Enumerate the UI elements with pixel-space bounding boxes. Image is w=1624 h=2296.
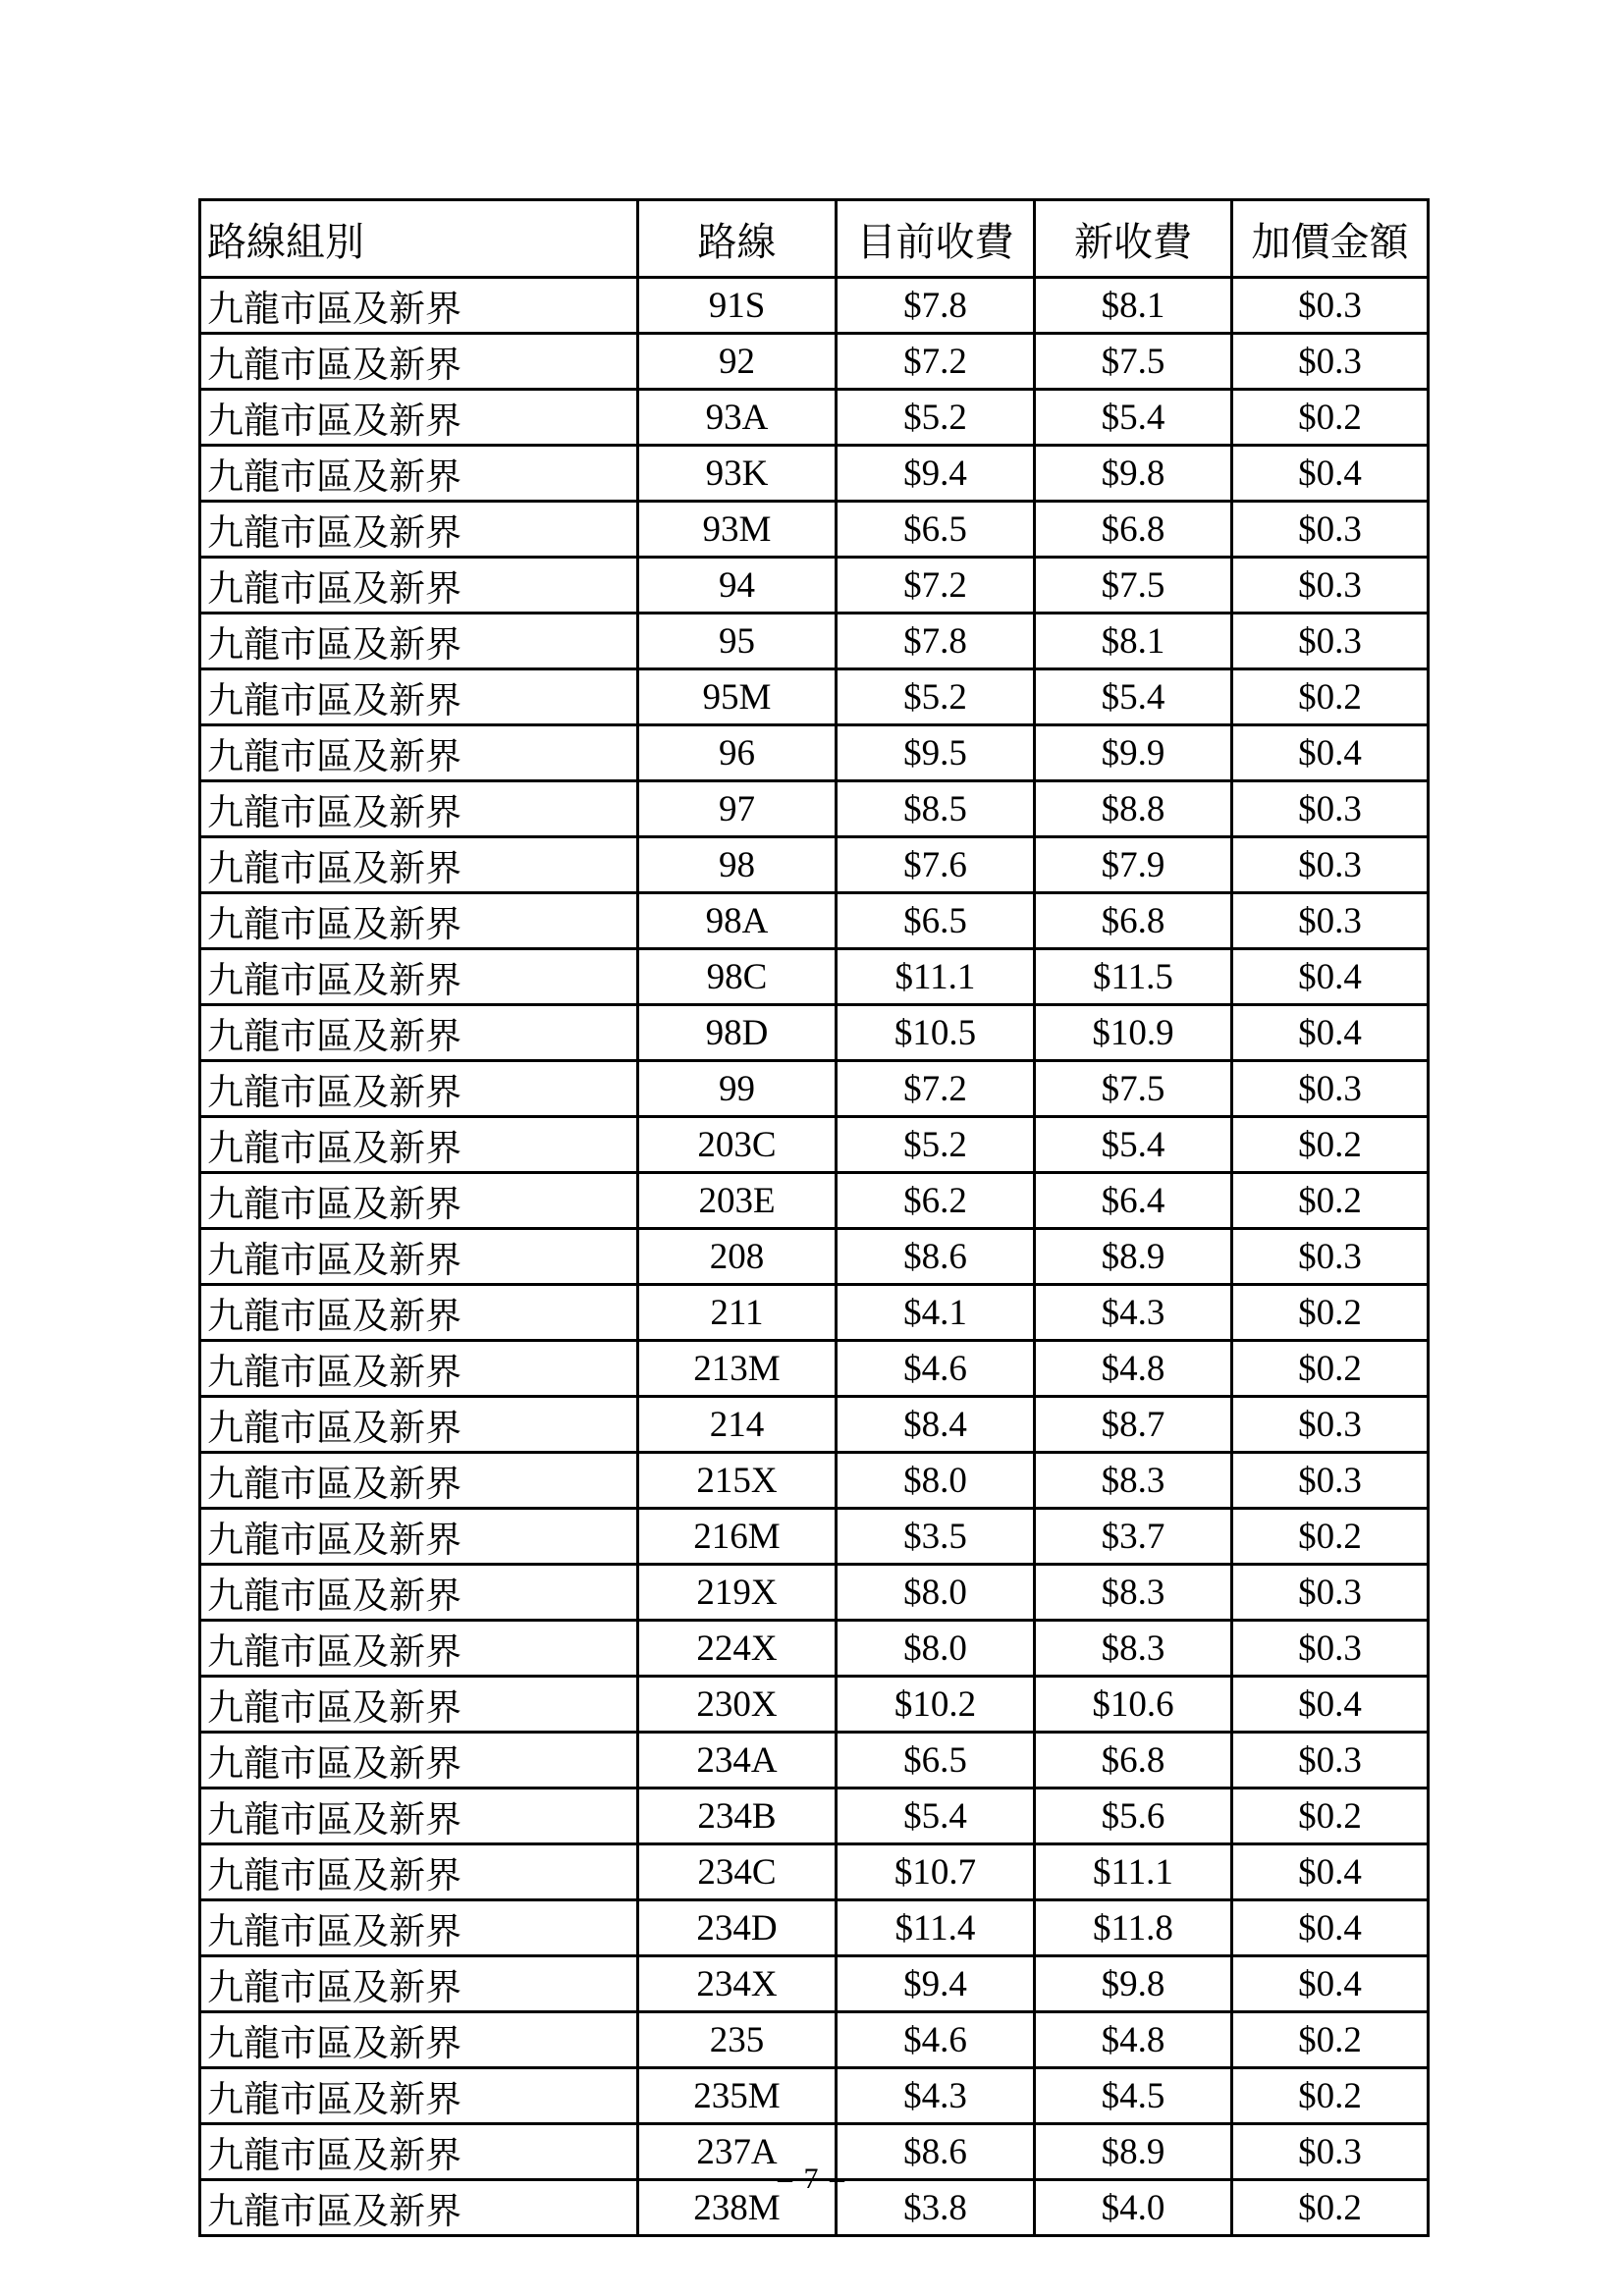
route-group-cell: 九龍市區及新界 bbox=[200, 725, 638, 781]
new-fare-cell: $4.8 bbox=[1035, 1341, 1232, 1397]
new-fare-cell: $11.5 bbox=[1035, 949, 1232, 1005]
table-row bbox=[200, 558, 1429, 614]
current-fare-cell: $3.8 bbox=[837, 2180, 1035, 2236]
route-cell: 214 bbox=[638, 1397, 837, 1453]
table-row bbox=[200, 390, 1429, 446]
current-fare-cell: $8.0 bbox=[837, 1565, 1035, 1621]
increase-cell: $0.4 bbox=[1232, 1956, 1429, 2012]
route-cell: 98 bbox=[638, 837, 837, 893]
new-fare-cell: $7.5 bbox=[1035, 558, 1232, 614]
current-fare-cell: $9.4 bbox=[837, 1956, 1035, 2012]
increase-cell: $0.3 bbox=[1232, 781, 1429, 837]
route-group-cell: 九龍市區及新界 bbox=[200, 390, 638, 446]
current-fare-cell: $9.4 bbox=[837, 446, 1035, 502]
increase-cell: $0.4 bbox=[1232, 446, 1429, 502]
route-group-cell: 九龍市區及新界 bbox=[200, 1509, 638, 1565]
table-row bbox=[200, 1061, 1429, 1117]
current-fare-cell: $6.5 bbox=[837, 502, 1035, 558]
table-row bbox=[200, 949, 1429, 1005]
current-fare-cell: $6.5 bbox=[837, 1733, 1035, 1789]
table-row bbox=[200, 1397, 1429, 1453]
table-row bbox=[200, 1733, 1429, 1789]
table-row bbox=[200, 725, 1429, 781]
table-row bbox=[200, 502, 1429, 558]
current-fare-cell: $8.4 bbox=[837, 1397, 1035, 1453]
increase-cell: $0.2 bbox=[1232, 2180, 1429, 2236]
increase-cell: $0.4 bbox=[1232, 949, 1429, 1005]
fare-table-body bbox=[200, 278, 1429, 2236]
table-row bbox=[200, 781, 1429, 837]
table-row bbox=[200, 1341, 1429, 1397]
increase-cell: $0.3 bbox=[1232, 1621, 1429, 1677]
new-fare-cell: $6.8 bbox=[1035, 893, 1232, 949]
route-group-cell: 九龍市區及新界 bbox=[200, 1789, 638, 1844]
new-fare-cell: $11.1 bbox=[1035, 1844, 1232, 1900]
increase-cell: $0.2 bbox=[1232, 1173, 1429, 1229]
route-cell: 224X bbox=[638, 1621, 837, 1677]
current-fare-cell: $8.6 bbox=[837, 2124, 1035, 2180]
increase-cell: $0.3 bbox=[1232, 502, 1429, 558]
current-fare-cell: $8.5 bbox=[837, 781, 1035, 837]
current-fare-cell: $7.8 bbox=[837, 278, 1035, 334]
route-group-cell: 九龍市區及新界 bbox=[200, 2124, 638, 2180]
increase-cell: $0.2 bbox=[1232, 390, 1429, 446]
route-group-cell: 九龍市區及新界 bbox=[200, 2012, 638, 2068]
route-cell: 215X bbox=[638, 1453, 837, 1509]
route-group-cell: 九龍市區及新界 bbox=[200, 334, 638, 390]
route-cell: 234X bbox=[638, 1956, 837, 2012]
new-fare-cell: $6.8 bbox=[1035, 1733, 1232, 1789]
new-fare-cell: $9.9 bbox=[1035, 725, 1232, 781]
increase-cell: $0.3 bbox=[1232, 1733, 1429, 1789]
table-row bbox=[200, 893, 1429, 949]
increase-cell: $0.2 bbox=[1232, 1117, 1429, 1173]
increase-cell: $0.2 bbox=[1232, 1285, 1429, 1341]
new-fare-cell: $4.3 bbox=[1035, 1285, 1232, 1341]
increase-cell: $0.2 bbox=[1232, 669, 1429, 725]
route-cell: 216M bbox=[638, 1509, 837, 1565]
increase-cell: $0.2 bbox=[1232, 1509, 1429, 1565]
route-cell: 235M bbox=[638, 2068, 837, 2124]
route-group-cell: 九龍市區及新界 bbox=[200, 1117, 638, 1173]
column-header-current-fare: 目前收費 bbox=[837, 200, 1035, 278]
table-row bbox=[200, 278, 1429, 334]
route-cell: 211 bbox=[638, 1285, 837, 1341]
route-group-cell: 九龍市區及新界 bbox=[200, 446, 638, 502]
table-row bbox=[200, 1509, 1429, 1565]
route-group-cell: 九龍市區及新界 bbox=[200, 1173, 638, 1229]
route-group-cell: 九龍市區及新界 bbox=[200, 1005, 638, 1061]
increase-cell: $0.2 bbox=[1232, 1789, 1429, 1844]
increase-cell: $0.2 bbox=[1232, 2012, 1429, 2068]
table-row bbox=[200, 1117, 1429, 1173]
current-fare-cell: $3.5 bbox=[837, 1509, 1035, 1565]
current-fare-cell: $8.0 bbox=[837, 1453, 1035, 1509]
increase-cell: $0.4 bbox=[1232, 1900, 1429, 1956]
route-cell: 91S bbox=[638, 278, 837, 334]
route-cell: 234C bbox=[638, 1844, 837, 1900]
new-fare-cell: $10.6 bbox=[1035, 1677, 1232, 1733]
new-fare-cell: $8.3 bbox=[1035, 1453, 1232, 1509]
new-fare-cell: $6.4 bbox=[1035, 1173, 1232, 1229]
route-group-cell: 九龍市區及新界 bbox=[200, 669, 638, 725]
route-group-cell: 九龍市區及新界 bbox=[200, 1565, 638, 1621]
route-group-cell: 九龍市區及新界 bbox=[200, 1453, 638, 1509]
new-fare-cell: $4.0 bbox=[1035, 2180, 1232, 2236]
route-cell: 203E bbox=[638, 1173, 837, 1229]
route-group-cell: 九龍市區及新界 bbox=[200, 1341, 638, 1397]
current-fare-cell: $10.5 bbox=[837, 1005, 1035, 1061]
route-cell: 95M bbox=[638, 669, 837, 725]
new-fare-cell: $8.3 bbox=[1035, 1565, 1232, 1621]
new-fare-cell: $8.3 bbox=[1035, 1621, 1232, 1677]
increase-cell: $0.3 bbox=[1232, 1061, 1429, 1117]
route-group-cell: 九龍市區及新界 bbox=[200, 781, 638, 837]
new-fare-cell: $5.4 bbox=[1035, 669, 1232, 725]
increase-cell: $0.4 bbox=[1232, 1844, 1429, 1900]
new-fare-cell: $5.4 bbox=[1035, 390, 1232, 446]
route-cell: 97 bbox=[638, 781, 837, 837]
new-fare-cell: $3.7 bbox=[1035, 1509, 1232, 1565]
route-group-cell: 九龍市區及新界 bbox=[200, 837, 638, 893]
increase-cell: $0.3 bbox=[1232, 893, 1429, 949]
column-header-new-fare: 新收費 bbox=[1035, 200, 1232, 278]
increase-cell: $0.4 bbox=[1232, 1005, 1429, 1061]
table-row bbox=[200, 2012, 1429, 2068]
route-group-cell: 九龍市區及新界 bbox=[200, 2180, 638, 2236]
current-fare-cell: $7.2 bbox=[837, 1061, 1035, 1117]
route-group-cell: 九龍市區及新界 bbox=[200, 614, 638, 669]
route-group-cell: 九龍市區及新界 bbox=[200, 1061, 638, 1117]
increase-cell: $0.3 bbox=[1232, 837, 1429, 893]
route-group-cell: 九龍市區及新界 bbox=[200, 1229, 638, 1285]
increase-cell: $0.3 bbox=[1232, 334, 1429, 390]
increase-cell: $0.3 bbox=[1232, 614, 1429, 669]
route-cell: 230X bbox=[638, 1677, 837, 1733]
table-row bbox=[200, 1229, 1429, 1285]
new-fare-cell: $8.1 bbox=[1035, 278, 1232, 334]
route-group-cell: 九龍市區及新界 bbox=[200, 1621, 638, 1677]
route-cell: 98A bbox=[638, 893, 837, 949]
table-row bbox=[200, 614, 1429, 669]
current-fare-cell: $4.6 bbox=[837, 1341, 1035, 1397]
route-cell: 219X bbox=[638, 1565, 837, 1621]
current-fare-cell: $4.6 bbox=[837, 2012, 1035, 2068]
page-number: – 7 – bbox=[778, 2163, 846, 2195]
route-group-cell: 九龍市區及新界 bbox=[200, 1397, 638, 1453]
new-fare-cell: $4.5 bbox=[1035, 2068, 1232, 2124]
table-row bbox=[200, 837, 1429, 893]
table-row bbox=[200, 1677, 1429, 1733]
fare-table-head bbox=[200, 200, 1429, 278]
route-cell: 99 bbox=[638, 1061, 837, 1117]
new-fare-cell: $5.4 bbox=[1035, 1117, 1232, 1173]
route-group-cell: 九龍市區及新界 bbox=[200, 1285, 638, 1341]
route-group-cell: 九龍市區及新界 bbox=[200, 1900, 638, 1956]
current-fare-cell: $9.5 bbox=[837, 725, 1035, 781]
route-cell: 95 bbox=[638, 614, 837, 669]
fare-table bbox=[198, 198, 1430, 2237]
current-fare-cell: $4.1 bbox=[837, 1285, 1035, 1341]
increase-cell: $0.3 bbox=[1232, 1229, 1429, 1285]
table-row bbox=[200, 1173, 1429, 1229]
table-row bbox=[200, 1900, 1429, 1956]
current-fare-cell: $4.3 bbox=[837, 2068, 1035, 2124]
current-fare-cell: $7.2 bbox=[837, 558, 1035, 614]
route-cell: 234B bbox=[638, 1789, 837, 1844]
current-fare-cell: $8.0 bbox=[837, 1621, 1035, 1677]
route-cell: 98D bbox=[638, 1005, 837, 1061]
route-cell: 238M bbox=[638, 2180, 837, 2236]
new-fare-cell: $11.8 bbox=[1035, 1900, 1232, 1956]
current-fare-cell: $6.2 bbox=[837, 1173, 1035, 1229]
route-group-cell: 九龍市區及新界 bbox=[200, 1956, 638, 2012]
new-fare-cell: $8.7 bbox=[1035, 1397, 1232, 1453]
current-fare-cell: $7.2 bbox=[837, 334, 1035, 390]
new-fare-cell: $8.9 bbox=[1035, 2124, 1232, 2180]
new-fare-cell: $10.9 bbox=[1035, 1005, 1232, 1061]
new-fare-cell: $9.8 bbox=[1035, 446, 1232, 502]
route-cell: 234A bbox=[638, 1733, 837, 1789]
current-fare-cell: $8.6 bbox=[837, 1229, 1035, 1285]
current-fare-cell: $11.1 bbox=[837, 949, 1035, 1005]
route-group-cell: 九龍市區及新界 bbox=[200, 502, 638, 558]
new-fare-cell: $9.8 bbox=[1035, 1956, 1232, 2012]
new-fare-cell: $5.6 bbox=[1035, 1789, 1232, 1844]
current-fare-cell: $7.8 bbox=[837, 614, 1035, 669]
route-cell: 234D bbox=[638, 1900, 837, 1956]
route-cell: 203C bbox=[638, 1117, 837, 1173]
route-cell: 98C bbox=[638, 949, 837, 1005]
current-fare-cell: $5.4 bbox=[837, 1789, 1035, 1844]
column-header-route-group: 路線組別 bbox=[200, 200, 638, 278]
route-group-cell: 九龍市區及新界 bbox=[200, 1677, 638, 1733]
column-header-route: 路線 bbox=[638, 200, 837, 278]
route-cell: 93K bbox=[638, 446, 837, 502]
table-row bbox=[200, 446, 1429, 502]
route-group-cell: 九龍市區及新界 bbox=[200, 893, 638, 949]
current-fare-cell: $5.2 bbox=[837, 390, 1035, 446]
table-row bbox=[200, 1005, 1429, 1061]
increase-cell: $0.3 bbox=[1232, 1565, 1429, 1621]
increase-cell: $0.3 bbox=[1232, 558, 1429, 614]
route-group-cell: 九龍市區及新界 bbox=[200, 1733, 638, 1789]
increase-cell: $0.3 bbox=[1232, 1397, 1429, 1453]
new-fare-cell: $7.5 bbox=[1035, 1061, 1232, 1117]
increase-cell: $0.3 bbox=[1232, 278, 1429, 334]
increase-cell: $0.2 bbox=[1232, 2068, 1429, 2124]
current-fare-cell: $11.4 bbox=[837, 1900, 1035, 1956]
column-header-increase: 加價金額 bbox=[1232, 200, 1429, 278]
table-row bbox=[200, 1844, 1429, 1900]
new-fare-cell: $6.8 bbox=[1035, 502, 1232, 558]
increase-cell: $0.4 bbox=[1232, 725, 1429, 781]
new-fare-cell: $4.8 bbox=[1035, 2012, 1232, 2068]
route-cell: 237A bbox=[638, 2124, 837, 2180]
table-row bbox=[200, 1621, 1429, 1677]
table-row bbox=[200, 1565, 1429, 1621]
route-cell: 93A bbox=[638, 390, 837, 446]
increase-cell: $0.3 bbox=[1232, 1453, 1429, 1509]
new-fare-cell: $7.5 bbox=[1035, 334, 1232, 390]
route-cell: 96 bbox=[638, 725, 837, 781]
route-cell: 93M bbox=[638, 502, 837, 558]
increase-cell: $0.4 bbox=[1232, 1677, 1429, 1733]
route-cell: 235 bbox=[638, 2012, 837, 2068]
current-fare-cell: $10.2 bbox=[837, 1677, 1035, 1733]
current-fare-cell: $6.5 bbox=[837, 893, 1035, 949]
route-group-cell: 九龍市區及新界 bbox=[200, 1844, 638, 1900]
table-row bbox=[200, 669, 1429, 725]
route-group-cell: 九龍市區及新界 bbox=[200, 278, 638, 334]
table-row bbox=[200, 1453, 1429, 1509]
increase-cell: $0.3 bbox=[1232, 2124, 1429, 2180]
current-fare-cell: $5.2 bbox=[837, 669, 1035, 725]
route-group-cell: 九龍市區及新界 bbox=[200, 2068, 638, 2124]
current-fare-cell: $7.6 bbox=[837, 837, 1035, 893]
new-fare-cell: $8.9 bbox=[1035, 1229, 1232, 1285]
new-fare-cell: $7.9 bbox=[1035, 837, 1232, 893]
table-row bbox=[200, 1285, 1429, 1341]
route-cell: 208 bbox=[638, 1229, 837, 1285]
route-group-cell: 九龍市區及新界 bbox=[200, 558, 638, 614]
new-fare-cell: $8.8 bbox=[1035, 781, 1232, 837]
current-fare-cell: $5.2 bbox=[837, 1117, 1035, 1173]
route-cell: 92 bbox=[638, 334, 837, 390]
table-row bbox=[200, 2068, 1429, 2124]
route-group-cell: 九龍市區及新界 bbox=[200, 949, 638, 1005]
table-row bbox=[200, 334, 1429, 390]
route-cell: 94 bbox=[638, 558, 837, 614]
header-row bbox=[200, 200, 1429, 278]
table-row bbox=[200, 1789, 1429, 1844]
new-fare-cell: $8.1 bbox=[1035, 614, 1232, 669]
increase-cell: $0.2 bbox=[1232, 1341, 1429, 1397]
table-row bbox=[200, 1956, 1429, 2012]
route-cell: 213M bbox=[638, 1341, 837, 1397]
current-fare-cell: $10.7 bbox=[837, 1844, 1035, 1900]
